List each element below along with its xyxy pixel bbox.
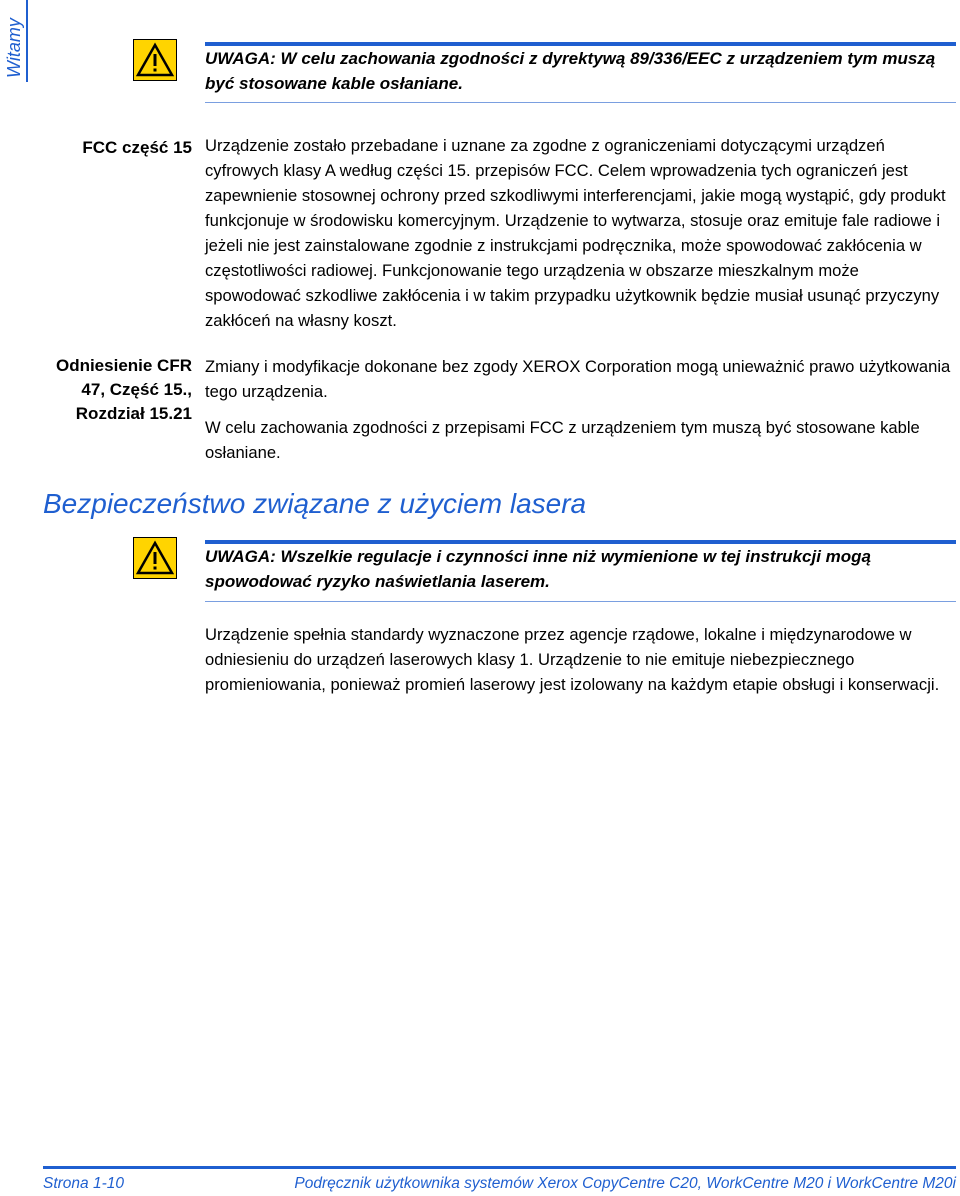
laser-warning-text: UWAGA: Wszelkie regulacje i czynności inne niż wymienione w tej instrukcji mogą spowodować ryzyko naświetlania laserem. [205,547,871,591]
warning-bottom-rule [205,102,956,103]
fcc-paragraph: Urządzenie zostało przebadane i uznane za zgodne z ograniczeniami dotyczącymi urządzeń cyfrowych klasy A według części 15. przepisów FCC. Celem wprowadzenia tych ograniczeń jest zapewnienie stosownej ochrony przed szkodliwymi interferencjami, jakie mogą wystąpić, gdy produkt funkcjonuje w środowisku komercyjnym. Urządzenie to wytwarza, stosuje oraz emituje fale radiowe i jeżeli nie jest zainstalowane zgodnie z instrukcjami podręcznika, może spowodować zakłócenia w częstotliwości radiowej. Funkcjonowanie tego urządzenia w obszarze mieszkalnym może spowodować szkodliwe zakłócenia i w takim przypadku użytkownik będzie musiał usunąć przyczyny zakłóceń na własny koszt. [205,136,946,330]
chapter-tab [0,0,28,82]
page-number: Strona 1-10 [43,1175,124,1192]
chapter-tab-label: Witamy [4,18,24,78]
laser-paragraph: Urządzenie spełnia standardy wyznaczone przez agencje rządowe, lokalne i międzynarodowe w odniesieniu do urządzeń laserowych klasy 1. Urządzenie to nie emituje niebezpiecznego promieniowania, ponieważ promień laserowy jest izolowany na każdym etapie obsługi i konserwacji. [205,625,940,694]
laser-warning-bottom-rule [205,601,956,602]
warning-triangle-icon [133,39,177,81]
footer-rule [43,1166,956,1169]
cfr-label: Odniesienie CFR 47, Część 15., Rozdział 15.21 [55,356,192,423]
footer-title: Podręcznik użytkownika systemów Xerox CopyCentre C20, WorkCentre M20 i WorkCentre M20i [294,1175,956,1192]
laser-section-heading: Bezpieczeństwo związane z użyciem lasera [43,488,587,519]
cfr-paragraph-1: Zmiany i modyfikacje dokonane bez zgody XEROX Corporation mogą unieważnić prawo użytkowania tego urządzenia. [205,357,951,401]
cfr-paragraph-2: W celu zachowania zgodności z przepisami FCC z urządzeniem tym muszą być stosowane kable osłaniane. [205,418,920,462]
warning-triangle-icon [133,537,177,579]
fcc-label: FCC część 15 [82,138,192,157]
warning-text: UWAGA: W celu zachowania zgodności z dyrektywą 89/336/EEC z urządzeniem tym muszą być stosowane kable osłaniane. [205,49,936,93]
